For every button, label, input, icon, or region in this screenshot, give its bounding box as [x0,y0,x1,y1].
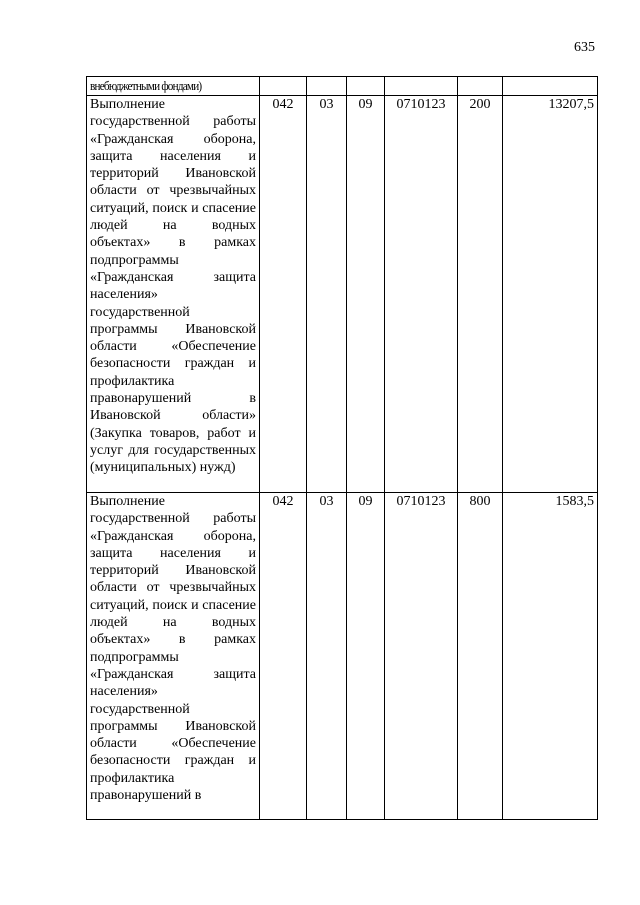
ministry-code-cell: 042 [260,493,307,820]
section-code-cell: 03 [307,96,347,493]
carry-over-row [87,77,598,96]
empty-cell [385,77,458,96]
table-row [87,96,598,493]
amount-cell: 13207,5 [503,96,598,493]
description-cell: Выполнение государственной работы «Гражданская оборона, защита населения и территорий Ивановской области от чрезвычайных ситуаций, поиск и спасение людей на водных объектах» в рамках подпрограммы «Гражданская защита населения» государственной программы Ивановской области «Обеспечение безопасности граждан и профилактика правонарушений в Ивановской области» (Закупка товаров, работ и услуг для государственных (муниципальных) нужд) [87,96,260,493]
empty-cell [260,77,307,96]
description-cell [87,493,260,820]
page-number: 635 [574,40,595,55]
carry-over-cell [87,77,260,96]
description-text: Выполнение государственной работы «Гражданская оборона, защита населения и территорий Ивановской области от чрезвычайных ситуаций, поиск и спасение людей на водных объектах» в рамках подпрограммы «Гражданская защита населения» государственной программы Ивановской области «Обеспечение безопасности граждан и профилактика правонарушений в [90,494,256,804]
section-code-cell: 03 [307,493,347,820]
subsection-code-cell: 09 [347,493,385,820]
subsection-code-cell: 09 [347,96,385,493]
empty-cell [307,77,347,96]
budget-table [86,76,598,820]
target-article-cell: 0710123 [385,493,458,820]
target-article-cell: 0710123 [385,96,458,493]
empty-cell [458,77,503,96]
table-row [87,493,598,820]
ministry-code-cell: 042 [260,96,307,493]
amount-cell: 1583,5 [503,493,598,820]
expense-type-cell: 800 [458,493,503,820]
expense-type-cell: 200 [458,96,503,493]
empty-cell [347,77,385,96]
empty-cell [503,77,598,96]
carry-over-text: внебюджетными фондами) [90,78,202,93]
